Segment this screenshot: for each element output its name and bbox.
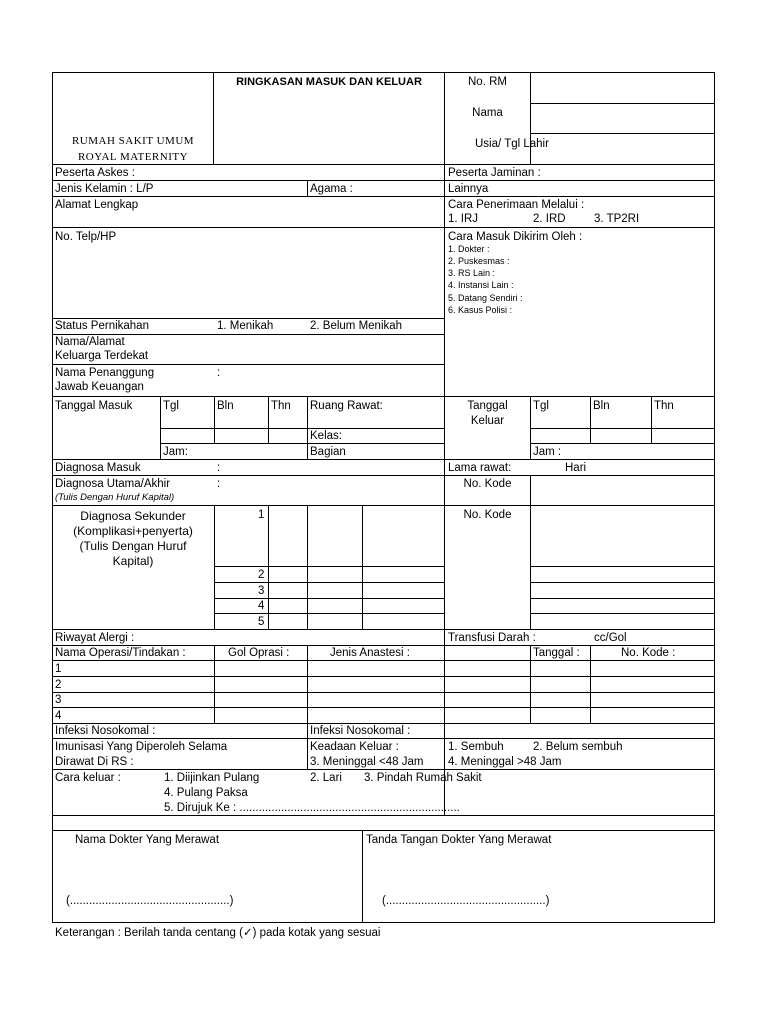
rule (214, 598, 444, 599)
rule (214, 505, 215, 629)
rule (52, 318, 444, 319)
rule (52, 334, 444, 335)
rule (307, 505, 308, 629)
cara-masuk-item: 3. RS Lain : (448, 268, 496, 278)
rule (714, 72, 715, 923)
hari-label: Hari (565, 462, 587, 474)
option-lari: 2. Lari (310, 772, 342, 784)
sekunder-label-line4: Kapital) (112, 554, 154, 568)
cara-masuk-item: 4. Instansi Lain : (448, 280, 514, 290)
jenis-kelamin-label: Jenis Kelamin : L/P (55, 183, 154, 195)
option-diijinkan-pulang: 1. Diijinkan Pulang (164, 772, 260, 784)
operasi-row-number: 3 (55, 694, 62, 706)
rule (362, 505, 363, 629)
rule (52, 72, 53, 923)
rule (214, 582, 444, 583)
no-kode-operasi-header: No. Kode : (621, 647, 676, 659)
option-irj: 1. IRJ (448, 213, 479, 225)
peserta-askes-label: Peserta Askes : (55, 167, 135, 179)
lama-rawat-label: Lama rawat: (448, 462, 512, 474)
cara-penerimaan-label: Cara Penerimaan Melalui : (448, 199, 585, 211)
tanggal-keluar-label-line2: Keluar (470, 415, 505, 427)
jam-masuk-label: Jam: (163, 446, 188, 458)
operasi-row-number: 2 (55, 679, 62, 691)
rule (214, 396, 215, 443)
sekunder-row-number: 4 (258, 600, 265, 612)
sekunder-row-number: 3 (258, 585, 265, 597)
rule (52, 196, 715, 197)
rule (530, 443, 715, 444)
rule (52, 475, 715, 476)
rule (530, 566, 715, 567)
rule (214, 645, 215, 723)
rule (52, 180, 715, 181)
tgl-keluar-header: Tgl (533, 400, 549, 412)
option-pulang-paksa: 4. Pulang Paksa (164, 787, 248, 799)
tanggal-operasi-header: Tanggal : (533, 647, 580, 659)
rule (160, 396, 161, 459)
alamat-label: Alamat Lengkap (55, 199, 139, 211)
rule (590, 645, 591, 723)
cara-masuk-item: 6. Kasus Polisi : (448, 305, 513, 315)
thn-header: Thn (271, 400, 291, 412)
option-sembuh: 1. Sembuh (448, 741, 504, 753)
diagnosa-utama-colon: : (217, 478, 221, 490)
option-menikah: 1. Menikah (217, 320, 274, 332)
riwayat-alergi-label: Riwayat Alergi : (55, 632, 135, 644)
rule (214, 613, 444, 614)
rule (52, 769, 715, 770)
usia-label: Usia/ Tgl Lahir (475, 138, 549, 150)
anastesi-header: Jenis Anastesi : (330, 647, 410, 659)
sekunder-row-number: 2 (258, 569, 265, 581)
option-belum-menikah: 2. Belum Menikah (310, 320, 403, 332)
no-rm-label: No. RM (468, 76, 507, 88)
cc-gol-label: cc/Gol (594, 632, 627, 644)
rule (307, 180, 308, 196)
rule (530, 613, 715, 614)
imunisasi-label-line2: Dirawat Di RS : (55, 756, 134, 768)
cara-masuk-item: 1. Dokter : (448, 244, 490, 254)
dokter-label: Nama Dokter Yang Merawat (75, 834, 220, 846)
rule (52, 922, 715, 923)
rule (52, 364, 444, 365)
operasi-header: Nama Operasi/Tindakan : (55, 647, 186, 659)
tanggal-masuk-label: Tanggal Masuk (55, 400, 133, 412)
status-pernikahan-label: Status Pernikahan (55, 320, 149, 332)
option-belum-sembuh: 2. Belum sembuh (533, 741, 623, 753)
rule (52, 707, 715, 708)
telp-label: No. Telp/HP (55, 231, 117, 243)
rule (530, 396, 531, 459)
rule (307, 396, 308, 459)
imunisasi-label-line1: Imunisasi Yang Diperoleh Selama (55, 741, 228, 753)
rule (530, 598, 715, 599)
operasi-row-number: 1 (55, 663, 62, 675)
kelas-label: Kelas: (310, 430, 342, 442)
rule (268, 505, 269, 629)
hospital-name-line2: ROYAL MATERNITY (77, 151, 189, 163)
diagnosa-masuk-colon: : (217, 462, 221, 474)
rule (52, 459, 715, 460)
rule (52, 723, 715, 724)
keluarga-label-line1: Nama/Alamat (55, 336, 125, 348)
rule (52, 660, 715, 661)
rule (52, 227, 715, 228)
cara-masuk-label: Cara Masuk Dikirim Oleh : (448, 231, 583, 243)
rule (444, 72, 445, 815)
rule (52, 738, 715, 739)
rule (268, 396, 269, 443)
rule (530, 103, 715, 104)
diagnosa-utama-label: Diagnosa Utama/Akhir (55, 478, 171, 490)
sekunder-row-number: 5 (258, 616, 265, 628)
rule (530, 475, 531, 629)
infeksi-nosokomal-left: Infeksi Nosokomal : (55, 725, 156, 737)
rule (307, 738, 308, 769)
diagnosa-masuk-label: Diagnosa Masuk (55, 462, 141, 474)
rule (214, 566, 444, 567)
rule (52, 505, 715, 506)
rule (530, 133, 715, 134)
rule (52, 72, 715, 73)
cara-masuk-item: 2. Puskesmas : (448, 256, 510, 266)
keterangan-note: Keterangan : Berilah tanda centang (✓) pada kotak yang sesuai (55, 927, 381, 939)
bln-keluar-header: Bln (593, 400, 610, 412)
sekunder-label-line2: (Komplikasi+penyerta) (73, 524, 193, 538)
penanggung-colon: : (217, 367, 221, 379)
sekunder-row-number: 1 (258, 509, 265, 521)
bagian-label: Bagian (310, 446, 346, 458)
cara-keluar-label: Cara keluar : (55, 772, 121, 784)
ruang-rawat-label: Ruang Rawat: (310, 400, 383, 412)
option-meninggal-gt48: 4. Meninggal >48 Jam (448, 756, 562, 768)
no-kode-label: No. Kode (463, 478, 512, 490)
nama-label: Nama (472, 107, 503, 119)
tgl-header: Tgl (163, 400, 179, 412)
sekunder-label-line3: (Tulis Dengan Huruf (79, 539, 187, 553)
hospital-name-line1: RUMAH SAKIT UMUM (71, 135, 195, 147)
option-dirujuk: 5. Dirujuk Ke : ..................................................................... (164, 802, 460, 814)
rule (52, 676, 715, 677)
keluarga-label-line2: Keluarga Terdekat (55, 350, 149, 362)
sekunder-label-line1: Diagnosa Sekunder (80, 509, 186, 523)
rule (52, 629, 715, 630)
thn-keluar-header: Thn (654, 400, 674, 412)
option-meninggal-lt48: 3. Meninggal <48 Jam (310, 756, 424, 768)
rule (307, 645, 308, 738)
rule (160, 443, 444, 444)
operasi-row-number: 4 (55, 710, 62, 722)
dokter-signature-line: (..................................................) (66, 895, 234, 907)
agama-label: Agama : (310, 183, 353, 195)
transfusi-label: Transfusi Darah : (448, 632, 536, 644)
penanggung-label-line1: Nama Penanggung (55, 367, 155, 379)
tanda-tangan-label: Tanda Tangan Dokter Yang Merawat (366, 834, 552, 846)
bln-header: Bln (217, 400, 234, 412)
keadaan-keluar-label: Keadaan Keluar : (310, 741, 399, 753)
option-tp2ri: 3. TP2RI (594, 213, 640, 225)
rule (52, 164, 715, 165)
rule (52, 692, 715, 693)
penanggung-label-line2: Jawab Keuangan (55, 381, 144, 393)
rule (160, 428, 444, 429)
tanda-tangan-signature-line: (..................................................) (382, 895, 550, 907)
option-pindah-rs: 3. Pindah Rumah Sakit (364, 772, 482, 784)
form-title: RINGKASAN MASUK DAN KELUAR (236, 76, 422, 88)
tanggal-keluar-label-line1: Tanggal (467, 400, 508, 412)
rule (651, 396, 652, 443)
kapital-note: (Tulis Dengan Huruf Kapital) (55, 492, 175, 503)
no-kode-sekunder-label: No. Kode (463, 509, 512, 521)
option-ird: 2. IRD (533, 213, 566, 225)
lainnya-label: Lainnya (448, 183, 489, 195)
rule (52, 645, 715, 646)
infeksi-nosokomal-right: Infeksi Nosokomal : (310, 725, 411, 737)
rule (362, 830, 363, 922)
gol-operasi-header: Gol Oprasi : (228, 647, 290, 659)
jam-keluar-label: Jam : (533, 446, 562, 458)
cara-masuk-item: 5. Datang Sendiri : (448, 293, 523, 303)
rule (530, 582, 715, 583)
rule (52, 815, 715, 816)
rule (530, 645, 531, 723)
rule (530, 428, 715, 429)
rule (52, 830, 715, 831)
peserta-jaminan-label: Peserta Jaminan : (448, 167, 541, 179)
rule (590, 396, 591, 443)
rule (52, 396, 715, 397)
